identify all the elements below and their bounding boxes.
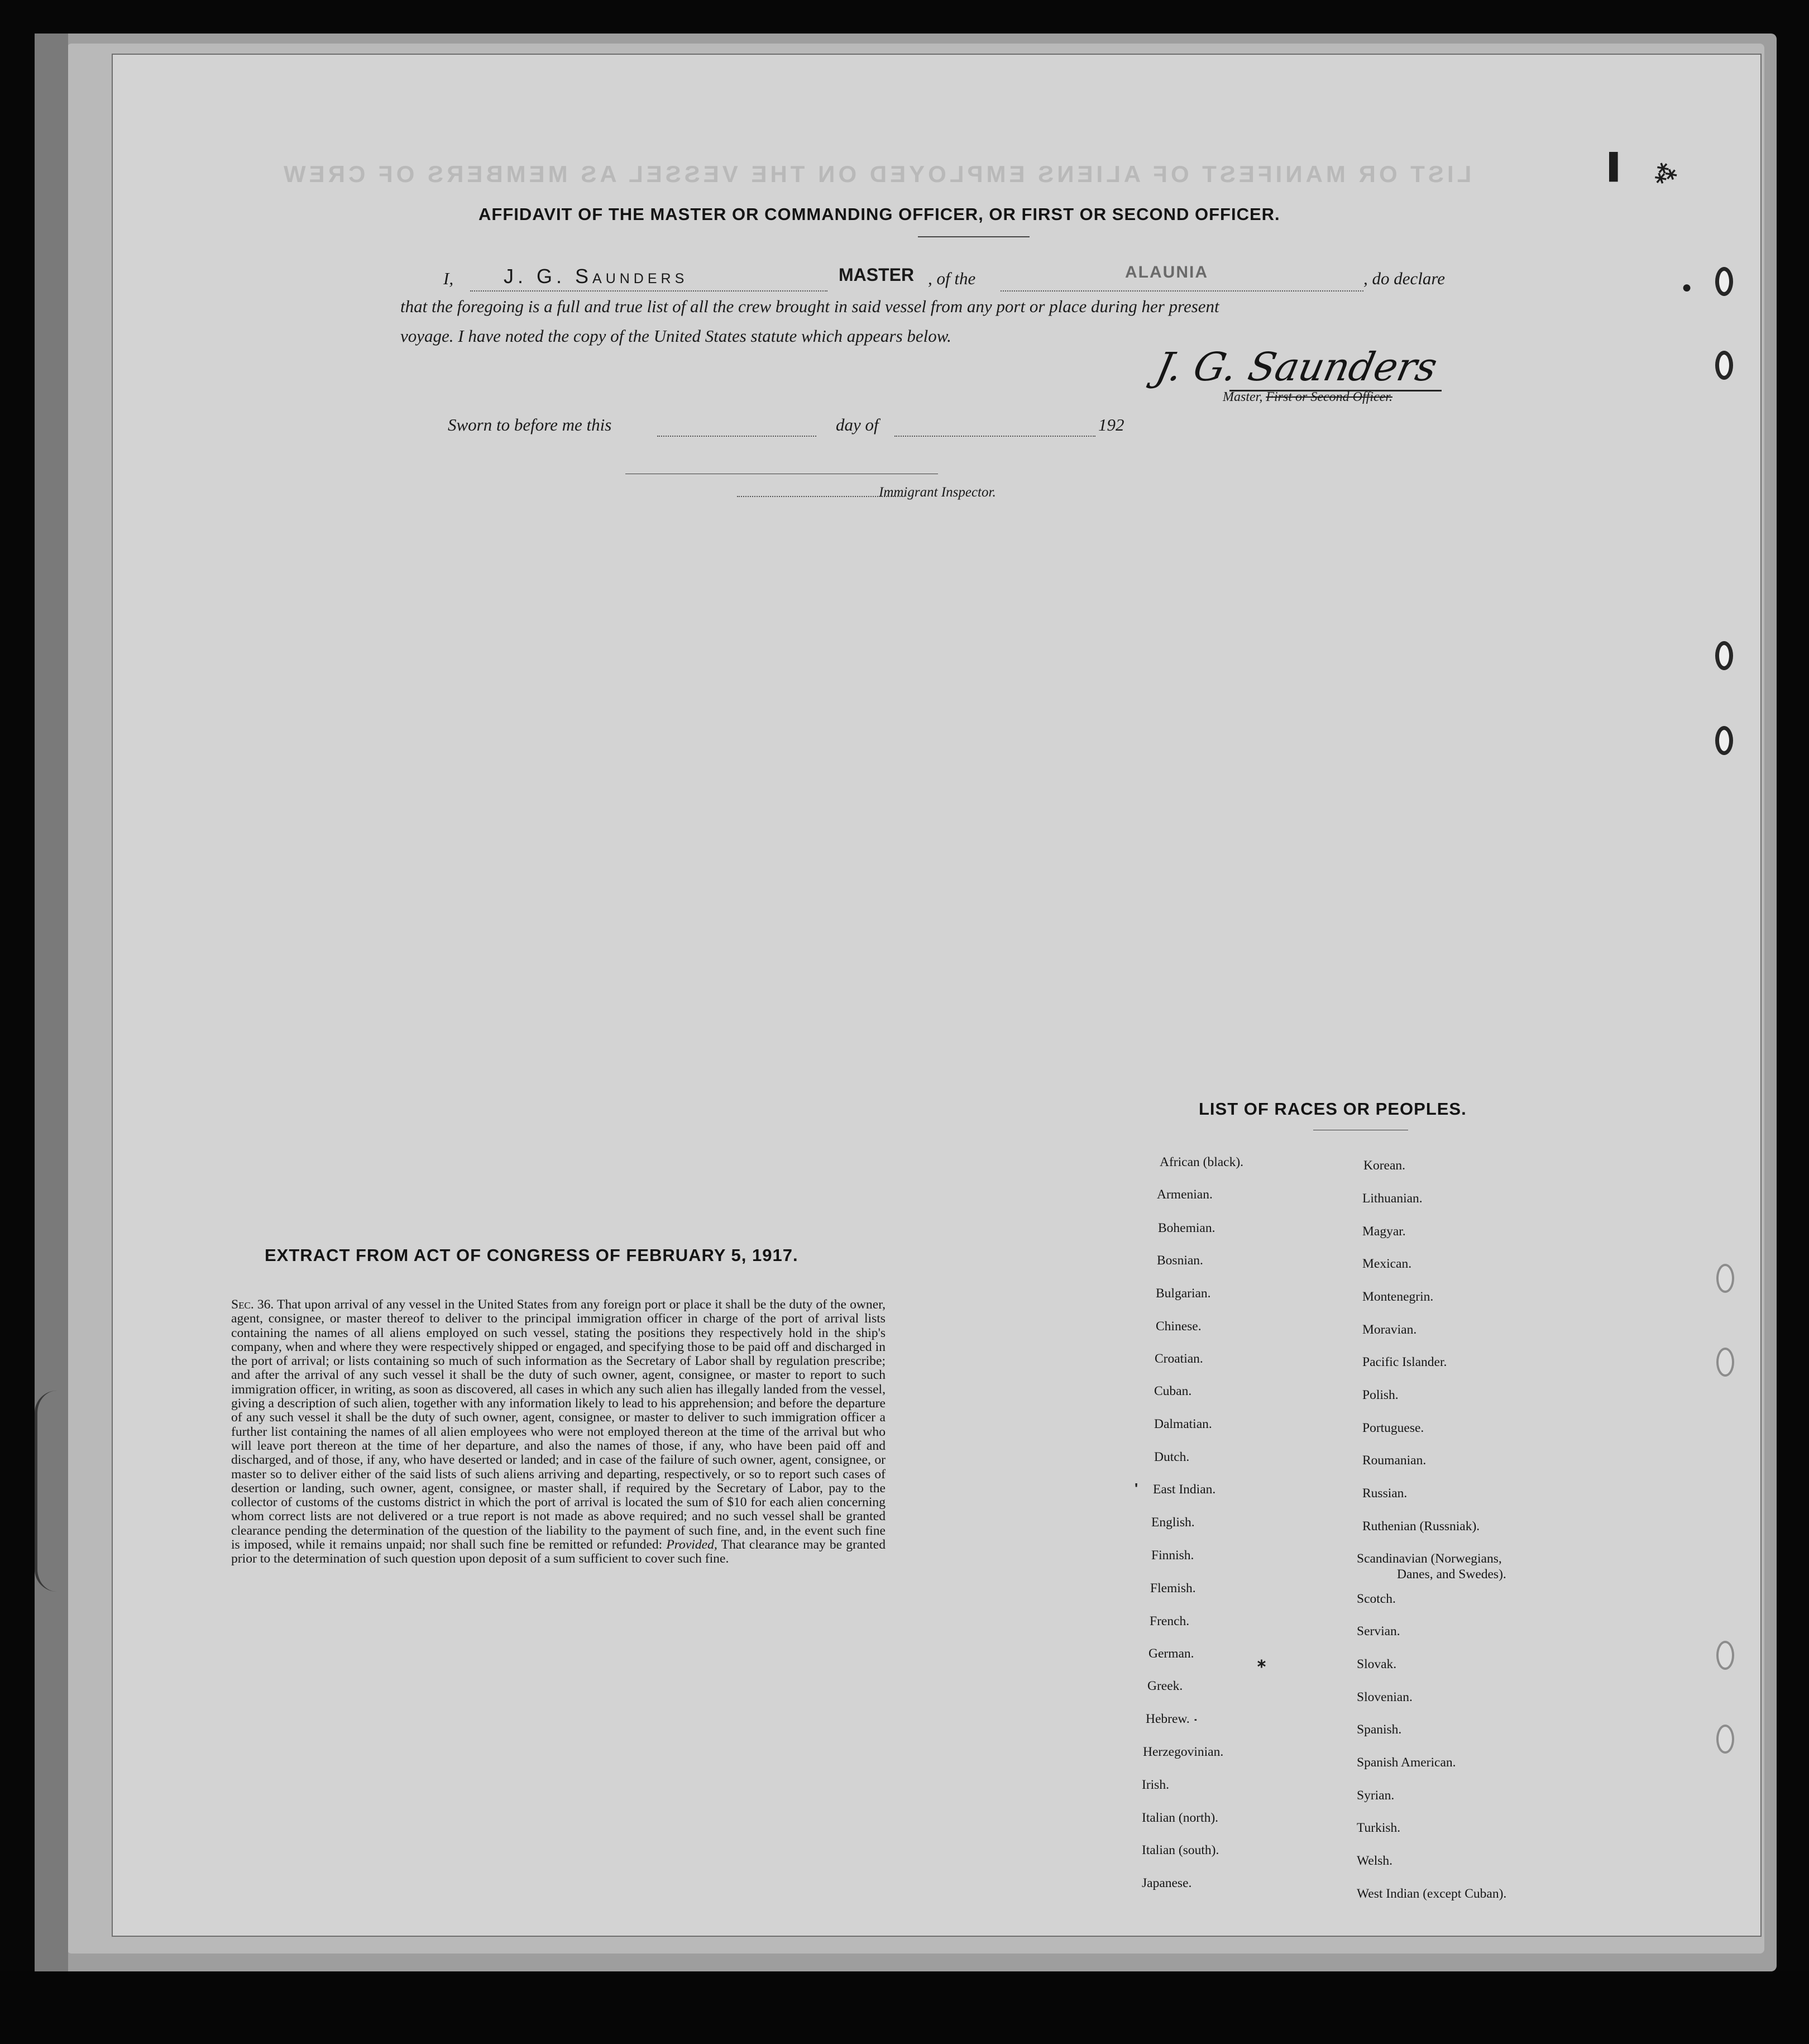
corner-mark: ▌ — [1609, 152, 1627, 180]
race-left-item: East Indian. — [1153, 1482, 1216, 1497]
title-rule — [918, 236, 1030, 237]
punch-hole — [1715, 726, 1733, 755]
affidavit-pronoun: I, — [443, 269, 454, 288]
binding-strip — [35, 34, 68, 1971]
race-right-item: Servian. — [1357, 1624, 1400, 1639]
sworn-month-blank — [894, 436, 1095, 437]
race-left-item: Cuban. — [1154, 1384, 1192, 1398]
punch-hole — [1716, 1348, 1734, 1377]
punch-hole — [1715, 267, 1733, 296]
race-left-item: African (black). — [1160, 1155, 1244, 1169]
races-title: LIST OF RACES OR PEOPLES. — [1199, 1099, 1467, 1119]
race-right-item: Mexican. — [1362, 1257, 1412, 1271]
race-left-item: Greek. — [1147, 1679, 1183, 1693]
race-right-item: Syrian. — [1357, 1788, 1395, 1803]
race-left-item: Dalmatian. — [1154, 1417, 1212, 1431]
bleed-through-header: LIST OR MANIFEST OF ALIENS EMPLOYED ON THE VESSEL AS MEMBERS OF CREW — [280, 161, 1472, 187]
race-right-item: Ruthenian (Russniak). — [1362, 1519, 1480, 1534]
race-right-item: Danes, and Swedes). — [1397, 1567, 1506, 1582]
name-blank — [470, 290, 827, 292]
punch-hole — [1715, 641, 1733, 670]
pen-mark: ' — [1135, 1480, 1138, 1497]
act-section-36-text — [231, 1298, 886, 1567]
of-the-label: , of the — [928, 269, 976, 288]
race-right-item: Spanish. — [1357, 1722, 1402, 1737]
race-left-item: French. — [1150, 1614, 1190, 1628]
act-body-part-1: That upon arrival of any vessel in the United States from any foreign port or place it shall be the duty of the owner, agent, consignee, or master thereof to deliver to the principal immigration officer in charge of the port of arrival lists containing the names of all aliens employed on such vessel, stating the positions they respectively hold in the ship's company, when and where they were respectively shipped or engaged, and specifying those to be paid off and discharged in the port of arrival; or lists containing so much of such information as the Secretary of Labor shall by regulation prescribe; and after the arrival of any such vessel it shall be the duty of such owner, agent, consignee, or master to report to such immigration officer, in writing, as soon as discovered, all cases in which any such alien has illegally landed from the vessel, giving a description of such alien, together with any information likely to lead to his apprehension; and before the departure of any such vessel it shall be the duty of such owner, agent, consignee, or master to deliver to such immigration officer a further list containing the names of all alien employees who were not employed thereon at the time of the arrival but who will leave port thereon at the time of her departure, and also the names of those, if any, who have been paid off and discharged, and of those, if any, who have deserted or landed; and in case of the failure of such owner, agent, consignee, or master so to deliver either of the said lists of such aliens arriving and departing, respectively, or so to report such cases of desertion or landing, such owner, agent, consignee, or master shall, if required by the Secretary of Labor, pay to the collector of customs of the customs district in which the port of arrival is located the sum of $10 for each alien concerning whom correct lists are not delivered or a true report is not made as above required; and no such vessel shall be granted clearance pending the determination of the question of the liability to the payment of such fine, and, in the event such fine is imposed, while it remains unpaid; nor shall such fine be remitted or refunded: — [231, 1297, 886, 1553]
race-right-item: Pacific Islander. — [1362, 1355, 1447, 1369]
signature-caption — [1223, 390, 1392, 405]
punch-hole — [1715, 351, 1733, 380]
race-left-item: Croatian. — [1155, 1351, 1203, 1366]
race-right-item: Russian. — [1362, 1486, 1408, 1501]
race-left-item: Italian (south). — [1142, 1843, 1219, 1857]
vessel-name-stamp: ALAUNIA — [1125, 263, 1208, 281]
punch-hole — [1716, 1264, 1734, 1293]
affidavit-title: AFFIDAVIT OF THE MASTER OR COMMANDING OFFICER, OR FIRST OR SECOND OFFICER. — [478, 204, 1280, 224]
race-left-item: English. — [1151, 1515, 1195, 1530]
race-right-item: Slovak. — [1357, 1657, 1397, 1672]
race-left-item: Flemish. — [1150, 1581, 1196, 1596]
do-declare-label: , do declare — [1363, 269, 1446, 288]
act-body-part-2: That clearance may be granted prior to the determination of such question upon deposit of a sum sufficient to cover such fine. — [231, 1537, 886, 1567]
sworn-prefix: Sworn to before me this — [448, 415, 612, 434]
race-left-item: Dutch. — [1154, 1450, 1190, 1464]
pen-mark: ⁎ — [1257, 1653, 1266, 1671]
affidavit-line-2: that the foregoing is a full and true list of all the crew brought in said vessel from any port or place during her present — [400, 297, 1219, 316]
master-signature: J. G. Saunders — [1152, 344, 1442, 390]
rank-stamp: MASTER — [839, 265, 915, 285]
corner-mark: ⁂ — [1650, 158, 1680, 189]
race-right-item: Turkish. — [1357, 1821, 1401, 1835]
race-right-item: Moravian. — [1362, 1322, 1417, 1337]
race-left-item: Irish. — [1142, 1778, 1169, 1792]
race-right-item: Welsh. — [1357, 1854, 1393, 1868]
provided-term: Provided, — [666, 1537, 717, 1553]
bottom-scan-edge — [0, 1971, 1809, 2044]
sworn-day-of: day of — [836, 415, 879, 434]
act-title: EXTRACT FROM ACT OF CONGRESS OF FEBRUARY 5, 1917. — [265, 1245, 798, 1265]
race-right-item: Roumanian. — [1362, 1453, 1427, 1468]
race-right-item: Scotch. — [1357, 1592, 1396, 1606]
race-right-item: Slovenian. — [1357, 1690, 1413, 1704]
punch-hole — [1716, 1641, 1734, 1670]
race-right-item: Lithuanian. — [1362, 1191, 1423, 1206]
race-left-item: German. — [1148, 1646, 1194, 1661]
pen-mark: ˙ — [1193, 1716, 1198, 1733]
race-left-item: Herzegovinian. — [1143, 1745, 1224, 1759]
inspector-label: Immigrant Inspector. — [879, 485, 996, 500]
race-right-item: Montenegrin. — [1362, 1290, 1434, 1304]
race-right-item: Scandinavian (Norwegians, — [1357, 1551, 1502, 1566]
race-right-item: West Indian (except Cuban). — [1357, 1887, 1507, 1901]
race-right-item: Korean. — [1363, 1158, 1406, 1173]
race-left-item: Hebrew. — [1146, 1712, 1190, 1726]
binding-pen-mark — [35, 1391, 79, 1592]
race-left-item: Armenian. — [1157, 1187, 1213, 1202]
punch-hole — [1716, 1725, 1734, 1754]
vessel-blank — [1001, 290, 1363, 292]
race-left-item: Japanese. — [1142, 1876, 1192, 1890]
manifest-page — [112, 54, 1762, 1937]
section-label: Sec. 36. — [231, 1297, 274, 1312]
race-right-item: Spanish American. — [1357, 1755, 1456, 1770]
race-right-item: Portuguese. — [1362, 1421, 1424, 1435]
race-left-item: Finnish. — [1151, 1548, 1194, 1563]
race-right-item: Polish. — [1362, 1388, 1399, 1402]
race-left-item: Italian (north). — [1142, 1811, 1219, 1825]
race-left-item: Bosnian. — [1157, 1253, 1203, 1268]
caption-struck-officer: First or Second Officer. — [1266, 390, 1392, 404]
sworn-day-blank — [657, 436, 816, 437]
master-name: J. G. Saunders — [504, 265, 688, 288]
sworn-year: 192 — [1098, 415, 1124, 434]
corner-mark: ● — [1682, 278, 1692, 297]
race-left-item: Chinese. — [1156, 1319, 1202, 1334]
race-left-item: Bohemian. — [1158, 1221, 1215, 1235]
affidavit-line-3: voyage. I have noted the copy of the United States statute which appears below. — [400, 326, 951, 346]
race-right-item: Magyar. — [1362, 1224, 1406, 1239]
race-left-item: Bulgarian. — [1156, 1286, 1211, 1301]
caption-master: Master, — [1223, 390, 1263, 404]
